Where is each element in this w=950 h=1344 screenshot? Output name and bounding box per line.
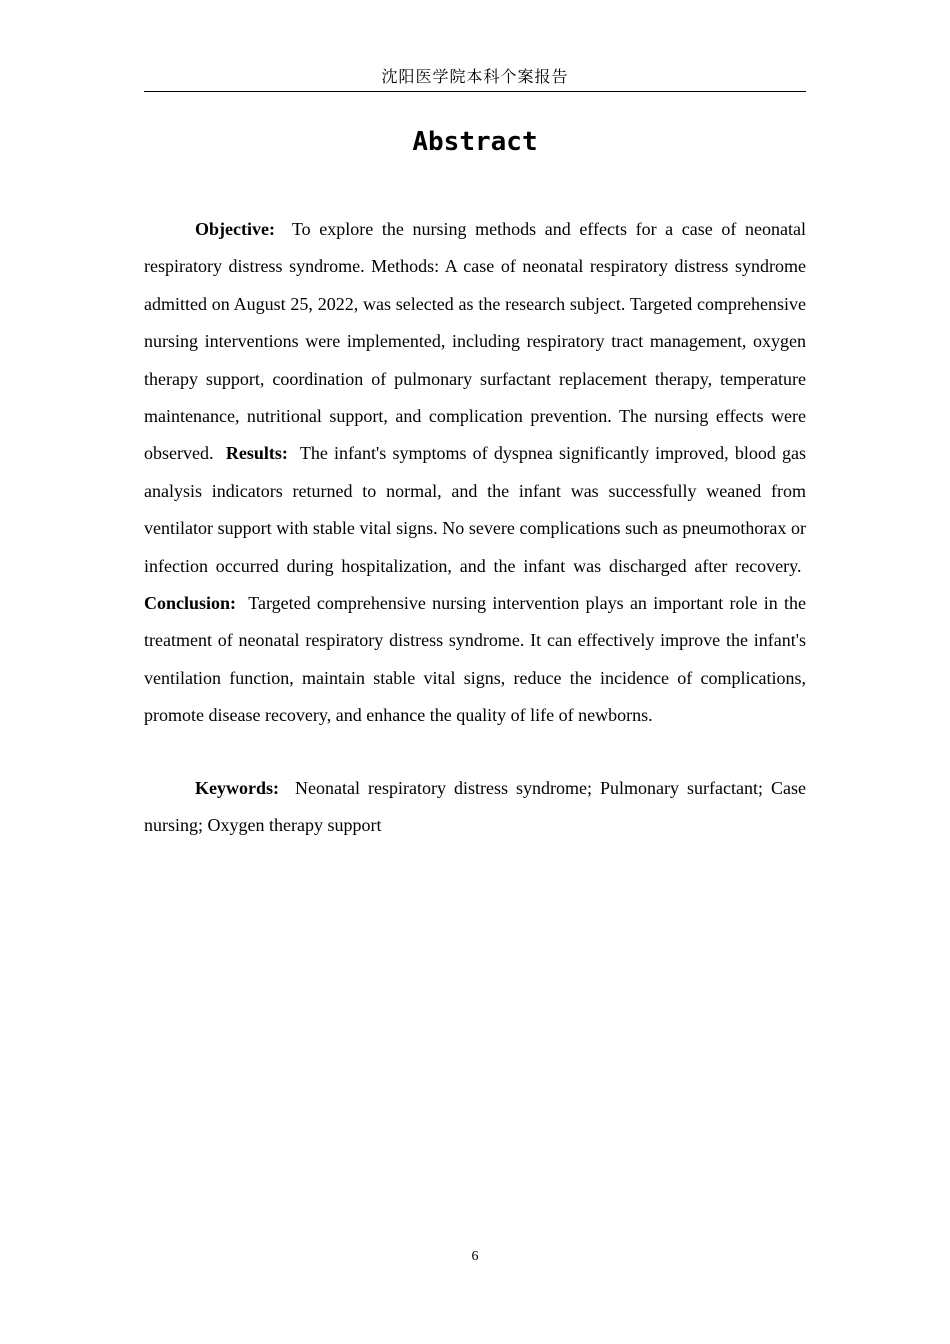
objective-label: Objective: [195,219,275,239]
page-number: 6 [471,1249,479,1264]
conclusion-label: Conclusion: [144,593,237,614]
keywords-paragraph [144,770,806,845]
abstract-title: Abstract [412,127,538,157]
abstract-body [144,211,806,735]
header-rule [144,91,806,92]
running-header: 沈阳医学院本科个案报告 [381,67,569,86]
results-text: The infant's symptoms of dyspnea significantly improved, blood gas analysis indicators returned to normal, and the infant was successfully weaned from ventilator support with stable vital signs. No severe complications such as pneumothorax or infection occurred during hospitalization, and the infant was discharged after recovery. [144,443,806,576]
keywords-text: Neonatal respiratory distress syndrome; Pulmonary surfactant; Case nursing; Oxygen therapy support [144,778,806,836]
results-label: Results: [225,443,288,464]
keywords-label: Keywords: [195,778,279,798]
conclusion-text: Targeted comprehensive nursing intervention plays an important role in the treatment of neonatal respiratory distress syndrome. It can effectively improve the infant's ventilation function, maintain stable vital signs, reduce the incidence of complications, promote disease recovery, and enhance the quality of life of newborns. [144,593,806,726]
objective-text: To explore the nursing methods and effects for a case of neonatal respiratory distress syndrome. Methods: A case of neonatal respiratory distress syndrome admitted on August 25, 2022, was selected as the research subject. Targeted comprehensive nursing interventions were implemented, including respiratory tract management, oxygen therapy support, coordination of pulmonary surfactant replacement therapy, temperature maintenance, nutritional support, and complication prevention. The nursing effects were observed. [144,219,806,464]
